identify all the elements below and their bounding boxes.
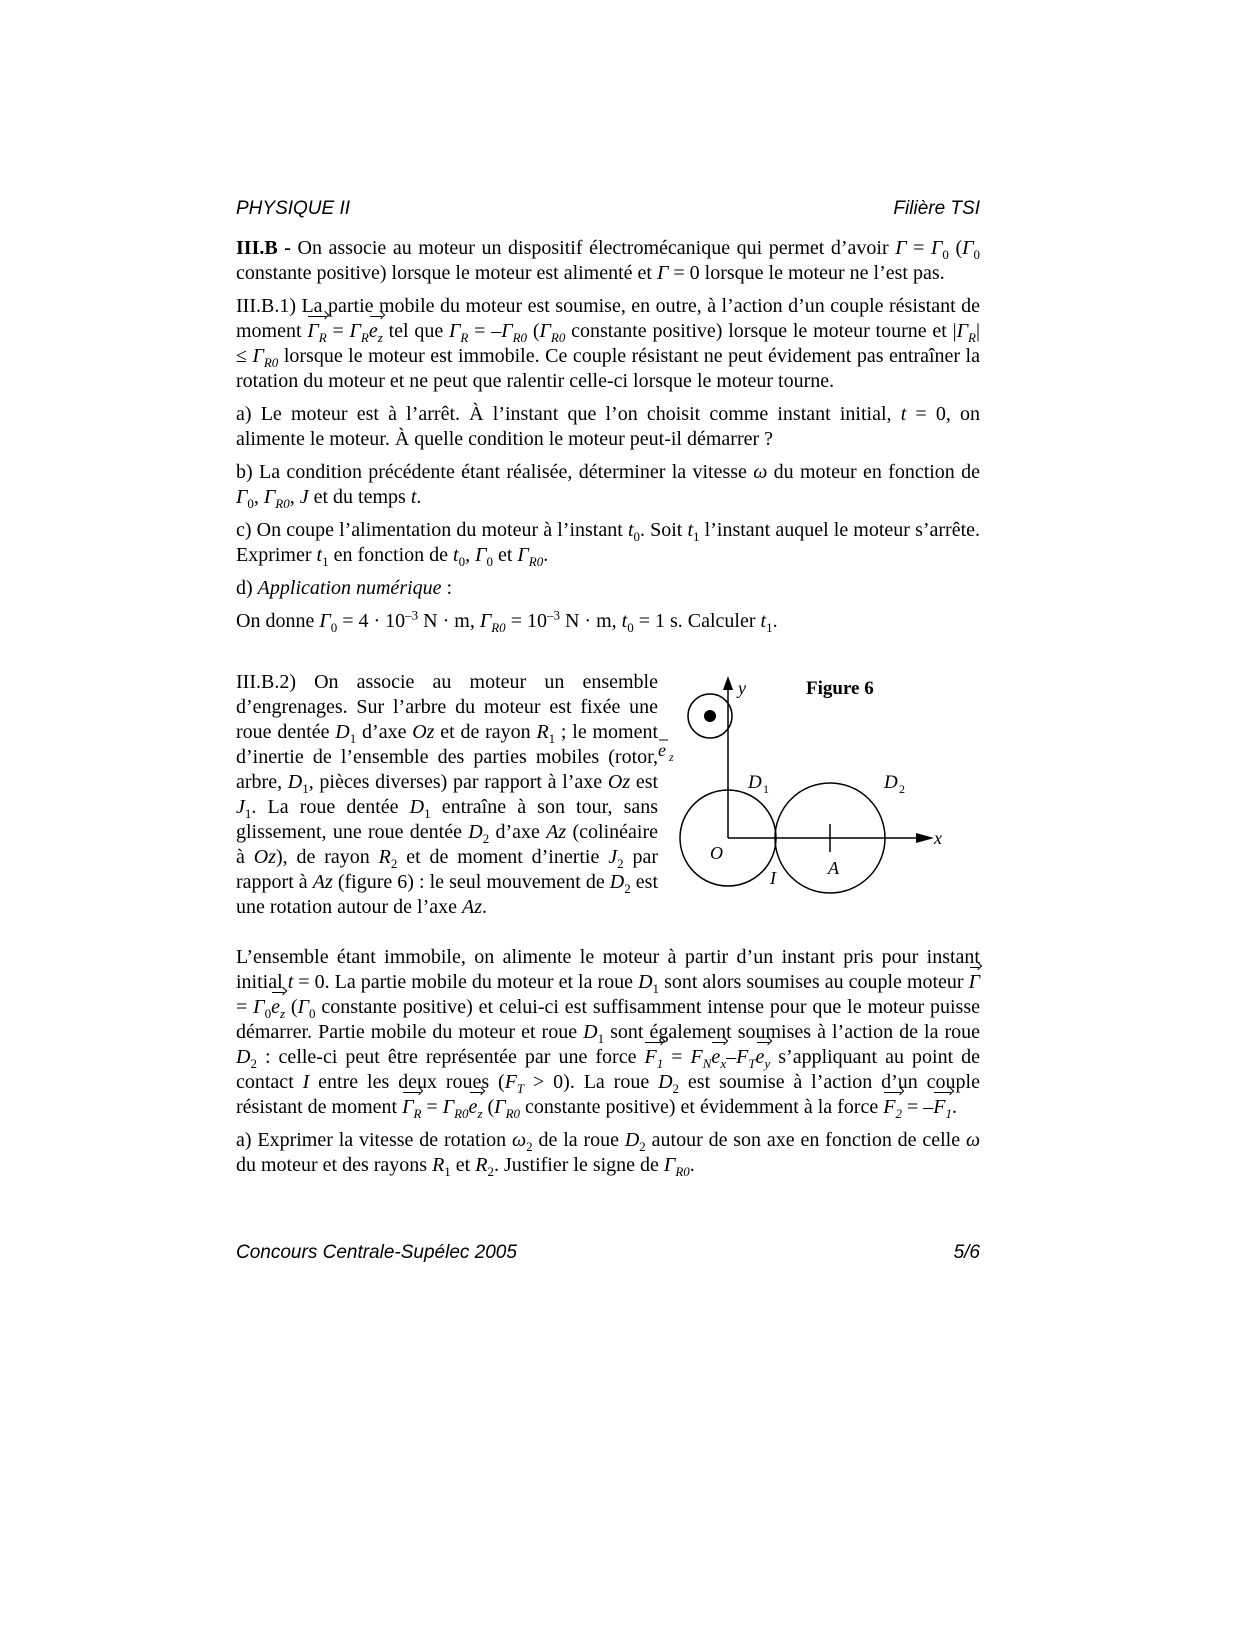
- d2-sub: 2: [899, 782, 905, 796]
- text: lorsque le moteur est immobile. Ce couple résistant ne peut évidement pas entraîner la rotation du moteur et ne peut que ralentir celle-ci lorsque le moteur tourne.: [236, 345, 980, 392]
- text: est: [635, 771, 659, 793]
- text: est soumise à l’action d’un couple résistant de moment: [236, 1071, 980, 1118]
- text: l’instant auquel le moteur s’arrête. Exprimer: [236, 519, 981, 566]
- contact-label: I: [770, 868, 776, 888]
- text: sont alors soumises au couple moteur: [664, 971, 964, 993]
- d1-sub: 1: [763, 782, 769, 796]
- d1-label: D: [748, 772, 762, 793]
- text: sont également soumises à l’action de la roue: [610, 1021, 981, 1043]
- text: d’axe: [362, 721, 407, 743]
- text: constante positive) lorsque le moteur tourne et: [571, 320, 947, 342]
- text: autour de son axe en fonction de celle: [651, 1129, 961, 1151]
- section-iii-b-2: III.B.2) On associe au moteur un ensemble d’engrenages. Sur l’arbre du moteur est fixée une roue dentée $D_1$ d’axe Oz et de rayon $R_1$ ; le moment d’inertie de l’ensemble des parties mobiles (rotor, arbre, $D_1$, pièces diverses) par rapport à l’axe Oz est $J_1$. La roue dentée $D_1$ entraîne à son tour, sans glissement, une roue dentée $D_2$ d’axe Az (colinéaire à Oz), de rayon $R_2$ et de moment d’inertie $J_2$ par rapport à Az (figure 6) : le seul mouvement de $D_2$ est une rotation autour de l’axe Az.: [236, 671, 659, 918]
- text: On donne: [236, 610, 315, 632]
- text: constante positive) et celui-ci est suffisamment intense pour que le moteur puisse démarrer. Partie mobile du moteur et roue: [236, 996, 980, 1043]
- text: d’axe: [495, 821, 540, 843]
- text: On associe au moteur un dispositif électromécanique qui permet d’avoir: [297, 237, 889, 259]
- text: entre les deux roues: [318, 1071, 490, 1093]
- section-iii-b-2-cont: L’ensemble étant immobile, on alimente le moteur à partir d’un instant pris pour instant initial t = 0. La partie mobile du moteur et la roue $D_1$ sont alors soumises au couple moteur $\Gamma = \Gamma_0e_z$ ($\Gamma_0$ constante positive) et celui-ci est suffisamment intense pour que le moteur puisse démarrer. Partie mobile du moteur et roue $D_1$ sont également soumises à l’action de la roue $D_2$ : celle-ci peut être représentée par une force $F_1 = F_Ne_x-F_Te_y$ s’appliquant au point de contact I entre les deux roues $(F_T > 0)$. La roue $D_2$ est soumise à l’action d’un couple résistant de moment $\Gamma_R = \Gamma_{R0}e_z$ ($\Gamma_{R0}$ constante positive) et évidemment à la force $F_2 = -F_1$. a) Exprimer la vitesse de rotation $\omega_2$ de la roue $D_2$ autour de son axe en fonction de celle ω du moteur et des rayons $R_1$ et $R_2$. Justifier le signe de $\Gamma_{R0}$.: [236, 946, 981, 1179]
- section-iii-b: III.B - On associe au moteur un dispositif électromécanique qui permet d’avoir $\Gamma = \Gamma_0$ ($\Gamma_0$ constante positive) lorsque le moteur est alimenté et Γ = 0 lorsque le moteur ne l’est pas. III.B.1) La partie mobile du moteur est soumise, en outre, à l’action d’un couple résistant de moment $\Gamma_R = \Gamma_Re_z$ tel que $\Gamma_R = -\Gamma_{R0}$ ($\Gamma_{R0}$ constante positive) lorsque le moteur tourne et $|\Gamma_R| \le \Gamma_{R0}$ lorsque le moteur est immobile. Ce couple résistant ne peut évidement pas entraîner la rotation du moteur et ne peut que ralentir celle-ci lorsque le moteur tourne. a) Le moteur est à l’arrêt. À l’instant que l’on choisit comme instant initial, t = 0, on alimente le moteur. À quelle condition le moteur peut-il démarrer ? b) La condition précédente étant réalisée, déterminer la vitesse ω du moteur en fonction de $\Gamma_0$, $\Gamma_{R0}$, J et du temps t. c) On coupe l’alimentation du moteur à l’instant $t_0$. Soit $t_1$ l’instant auquel le moteur s’arrête. Exprimer $t_1$ en fonction de $t_0$, $\Gamma_0$ et $\Gamma_{R0}$. d) Application numérique : On donne $\Gamma_0 = 4 \cdot 10^{-3}$ N · m, $\Gamma_{R0} = 10^{-3}$ N · m, $t_0 = 1$ s. Calculer $t_1$.: [236, 237, 981, 635]
- footer-left: Concours Centrale-Supélec 2005: [236, 1242, 517, 1263]
- text: On associe au moteur un ensemble d’engrenages. Sur l’arbre du moteur est fixée une roue dentée: [236, 671, 658, 743]
- section-label: III.B.1): [236, 295, 296, 317]
- origin-label: O: [710, 843, 723, 863]
- x-axis-label: x: [934, 828, 942, 848]
- figure-6: [658, 678, 986, 922]
- text: entraîne à son tour, sans glissement, une roue dentée: [236, 796, 659, 843]
- text: constante positive) et évidemment à la force: [525, 1096, 879, 1118]
- y-axis-arrow: [723, 676, 733, 690]
- ez-sub: z: [669, 750, 674, 764]
- text: et de rayon: [440, 721, 531, 743]
- figure-title: Figure 6: [806, 678, 874, 699]
- text: et de moment d’inertie: [406, 846, 600, 868]
- text: constante positive) lorsque le moteur est alimenté et: [236, 262, 652, 284]
- text: est une rotation autour de l’axe: [236, 871, 659, 918]
- text: de la roue: [538, 1129, 619, 1151]
- text: b) La condition précédente étant réalisée, déterminer la vitesse: [236, 461, 747, 483]
- text: La partie mobile du moteur est soumise, en outre, à l’action d’un couple résistant de moment: [236, 295, 980, 342]
- text: , on alimente le moteur. À quelle condition le moteur peut-il démarrer ?: [236, 403, 980, 450]
- text: (colinéaire à: [236, 821, 658, 868]
- header-right: Filière TSI: [893, 198, 980, 219]
- footer-right: 5/6: [953, 1242, 980, 1263]
- x-axis-arrow: [916, 833, 934, 843]
- ez-label: e: [658, 740, 666, 760]
- text: . Soit: [640, 519, 683, 541]
- text: Application numérique: [257, 577, 442, 599]
- ez-dot: [704, 710, 716, 722]
- header-left: PHYSIQUE II: [236, 198, 351, 219]
- text: (figure 6) : le seul mouvement de: [337, 871, 605, 893]
- text: tel que: [388, 320, 444, 342]
- text: et du temps: [313, 486, 406, 508]
- text: du moteur en fonction de: [773, 461, 981, 483]
- text: . La roue: [569, 1071, 650, 1093]
- text: lorsque le moteur ne l’est pas.: [704, 262, 945, 284]
- text: a) Le moteur est à l’arrêt. À l’instant que l’on choisit comme instant initial,: [236, 403, 892, 425]
- text: . Justifier le signe de: [493, 1154, 659, 1176]
- section-label: III.B -: [236, 237, 291, 259]
- text: s’appliquant au point de contact: [236, 1046, 981, 1093]
- text: en fonction de: [333, 544, 448, 566]
- text: d): [236, 577, 253, 599]
- text: . Calculer: [677, 610, 756, 632]
- text: a) Exprimer la vitesse de rotation: [236, 1129, 507, 1151]
- text: . La partie mobile du moteur et la roue: [324, 971, 634, 993]
- text: L’ensemble étant immobile, on alimente le moteur à partir d’un instant pris pour instant initial: [236, 946, 980, 993]
- text: , pièces diverses) par rapport à l’axe: [308, 771, 603, 793]
- text: : celle-ci peut être représentée par une force: [264, 1046, 637, 1068]
- text: c) On coupe l’alimentation du moteur à l’instant: [236, 519, 623, 541]
- text: le moment d’inertie de l’ensemble des parties mobiles (rotor, arbre,: [236, 721, 659, 793]
- text: ), de rayon: [275, 846, 370, 868]
- text: par rapport à: [236, 846, 659, 893]
- y-axis-label: y: [738, 678, 746, 698]
- d2-label: D: [884, 772, 898, 793]
- section-label: III.B.2): [236, 671, 296, 693]
- center-label: A: [828, 858, 839, 878]
- text: . La roue dentée: [251, 796, 399, 818]
- text: du moteur et des rayons: [236, 1154, 428, 1176]
